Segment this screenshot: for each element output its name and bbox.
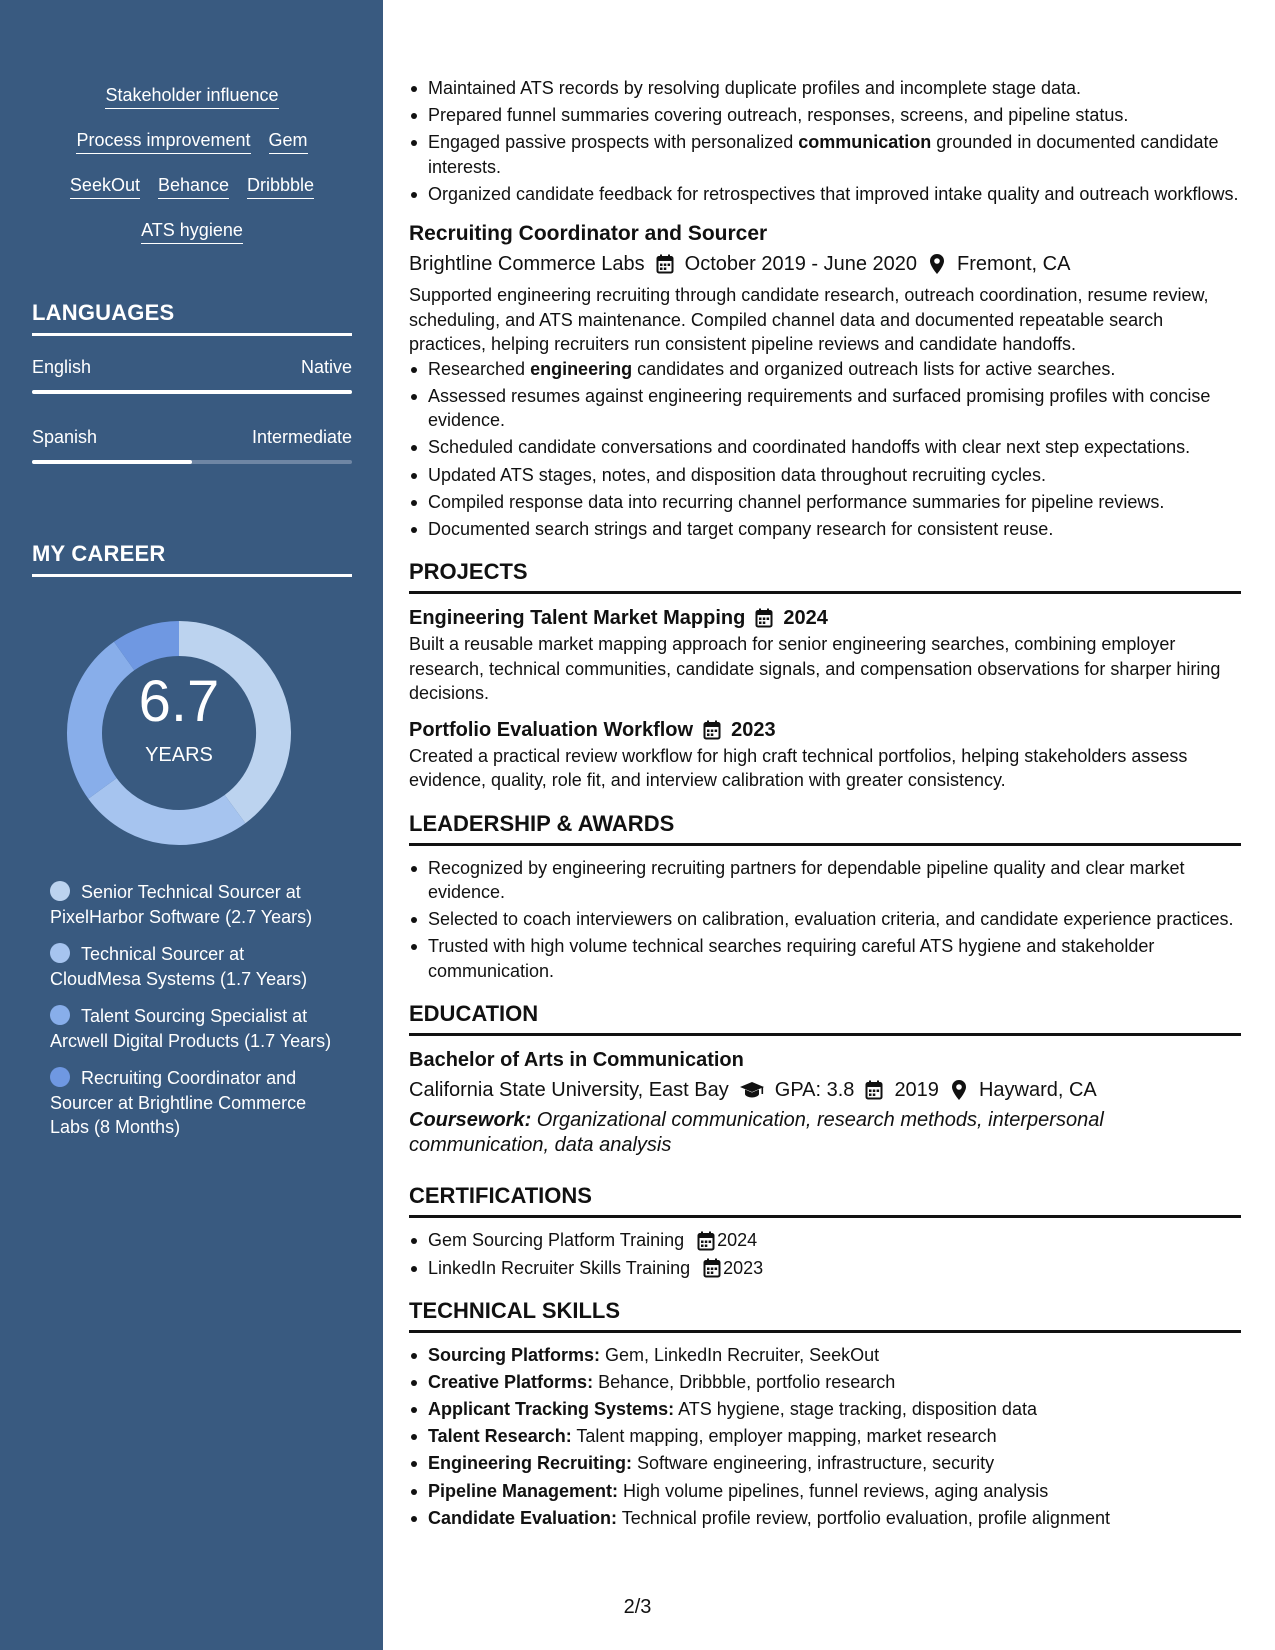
project-year: 2023 [731, 718, 776, 741]
language-proficiency-bar [32, 390, 352, 394]
project-title: Engineering Talent Market Mapping [409, 607, 746, 630]
sidebar [0, 0, 383, 1650]
language-item [32, 427, 352, 464]
awards-list [409, 856, 1241, 984]
calendar-icon [864, 1079, 884, 1101]
certification-name: Gem Sourcing Platform Training [428, 1230, 685, 1251]
career-years-unit: YEARS [145, 744, 213, 766]
career-item-text: Senior Technical Sourcer at PixelHarbor Software (2.7 Years) [50, 882, 313, 927]
bullet-text: Prepared funnel summaries covering outreach, responses, screens, and pipeline status. [428, 105, 1129, 126]
education-location: Hayward, CA [978, 1079, 1097, 1102]
map-pin-icon [949, 1079, 969, 1101]
skill-tag-row [32, 219, 352, 264]
technical-skill-item [409, 1343, 1241, 1368]
bullet-item [409, 103, 1241, 128]
skill-values: Gem, LinkedIn Recruiter, SeekOut [600, 1345, 880, 1366]
bullet-item [409, 130, 1241, 179]
project-title-row [409, 716, 1241, 744]
map-pin-icon [927, 253, 947, 275]
skill-category: Applicant Tracking Systems: [428, 1399, 675, 1420]
skill-tag-row [32, 174, 352, 219]
graduation-cap-icon [739, 1079, 765, 1101]
bullet-text: candidates and organized outreach lists for active searches. [632, 358, 1116, 379]
skill-category: Pipeline Management: [428, 1480, 619, 1501]
career-item-text: Recruiting Coordinator and Sourcer at Brightline Commerce Labs (8 Months) [50, 1068, 307, 1137]
main-content [409, 76, 1241, 1533]
award-item: Recognized by engineering recruiting partners for dependable pipeline quality and clear market evidence. [409, 856, 1241, 905]
job-meta [409, 249, 1241, 279]
skill-tag: Gem [269, 129, 308, 154]
certification-item [409, 1256, 1241, 1281]
project-title: Portfolio Evaluation Workflow [409, 718, 694, 741]
skill-tag: ATS hygiene [141, 219, 243, 244]
career-item [50, 880, 340, 929]
career-donut-chart [66, 620, 292, 846]
award-item: Selected to coach interviewers on calibration, evaluation criteria, and candidate experience practices. [409, 907, 1241, 932]
skill-category: Talent Research: [428, 1426, 572, 1447]
language-row [32, 357, 352, 378]
bullet-item [409, 357, 1241, 382]
career-item-text: Talent Sourcing Specialist at Arcwell Digital Products (1.7 Years) [50, 1006, 332, 1051]
skill-tag: Stakeholder influence [105, 84, 278, 109]
bullet-text: Documented search strings and target company research for consistent reuse. [428, 518, 1054, 539]
calendar-icon [703, 720, 721, 740]
bullet-text: Updated ATS stages, notes, and disposition data throughout recruiting cycles. [428, 464, 1047, 485]
language-name: Spanish [32, 427, 98, 447]
skill-tag-row [32, 84, 352, 129]
technical-skill-item [409, 1479, 1241, 1504]
bullet-text: Organized candidate feedback for retrospectives that improved intake quality and outreach workflows. [428, 183, 1239, 204]
page-number: 2/3 [623, 1596, 652, 1618]
career-list [50, 880, 340, 1153]
language-row [32, 427, 352, 448]
language-item [32, 357, 352, 394]
language-proficiency-fill [32, 390, 352, 394]
education-heading: EDUCATION [409, 999, 1241, 1036]
skill-values: Technical profile review, portfolio evaluation, profile alignment [617, 1507, 1110, 1528]
calendar-icon [655, 253, 675, 275]
award-item: Trusted with high volume technical searches requiring careful ATS hygiene and stakeholder communication. [409, 934, 1241, 983]
skill-values: Talent mapping, employer mapping, market research [571, 1426, 997, 1447]
certification-name: LinkedIn Recruiter Skills Training [428, 1257, 691, 1278]
language-level: Intermediate [251, 427, 352, 447]
certification-line [428, 1228, 1241, 1253]
technical-skill-item [409, 1370, 1241, 1395]
skill-category: Creative Platforms: [428, 1372, 594, 1393]
certifications-list [409, 1228, 1241, 1280]
job-dates: October 2019 - June 2020 [684, 253, 918, 276]
bold-keyword: communication [798, 132, 932, 153]
calendar-icon [703, 1258, 721, 1278]
skill-tag-row [32, 129, 352, 174]
skill-tags [32, 84, 352, 264]
skill-tag: Dribbble [247, 174, 314, 199]
bullet-text: Scheduled candidate conversations and coordinated handoffs with clear next step expectations. [428, 437, 1191, 458]
technical-skill-item [409, 1506, 1241, 1531]
language-proficiency-fill [32, 460, 192, 464]
bullet-item [409, 517, 1241, 542]
skill-tag: Process improvement [76, 129, 250, 154]
job-summary: Supported engineering recruiting through candidate research, outreach coordination, resume review, scheduling, and ATS maintenance. Compiled channel data and documented repeatable search practices, helping recruiters run consistent pipeline reviews and candidate handoffs. [409, 285, 1209, 355]
bullet-item [409, 384, 1241, 433]
calendar-icon [755, 608, 773, 628]
bullet-text: Compiled response data into recurring channel performance summaries for pipeline reviews. [428, 491, 1165, 512]
certification-item [409, 1228, 1241, 1253]
career-heading: MY CAREER [32, 541, 352, 577]
career-legend-dot [50, 943, 70, 963]
career-legend-dot [50, 881, 70, 901]
skill-category: Sourcing Platforms: [428, 1345, 601, 1366]
skill-category: Candidate Evaluation: [428, 1507, 618, 1528]
skill-category: Engineering Recruiting: [428, 1453, 633, 1474]
bullet-text: Assessed resumes against engineering requirements and surfaced promising profiles with concise evidence. [428, 385, 1211, 431]
project-item [409, 604, 1241, 706]
school-name: California State University, East Bay [409, 1079, 729, 1102]
previous-job-bullets [409, 76, 1241, 206]
career-item [50, 1004, 340, 1053]
languages-heading: LANGUAGES [32, 300, 352, 336]
language-level: Native [300, 357, 352, 377]
skill-tag: SeekOut [70, 174, 140, 199]
language-proficiency-bar [32, 460, 352, 464]
bullet-text: Researched [428, 358, 531, 379]
career-legend-dot [50, 1005, 70, 1025]
technical-skill-item [409, 1451, 1241, 1476]
project-description: Built a reusable market mapping approach for senior engineering searches, combining employer research, technical communities, candidate signals, and compensation observations for sharper hiring decisions. [409, 634, 1221, 704]
language-name: English [32, 357, 92, 377]
technical-skill-item [409, 1397, 1241, 1422]
project-item [409, 716, 1241, 793]
coursework [409, 1108, 1241, 1157]
coursework-label: Coursework: [409, 1109, 532, 1132]
coursework-text: Organizational communication, research methods, interpersonal communication, data analysis [409, 1109, 1104, 1156]
skill-tag: Behance [158, 174, 229, 199]
job-title: Recruiting Coordinator and Sourcer [409, 222, 768, 246]
certification-year: 2023 [723, 1257, 764, 1278]
certification-line [428, 1256, 1241, 1281]
career-legend-dot [50, 1067, 70, 1087]
skill-values: Behance, Dribbble, portfolio research [593, 1372, 896, 1393]
bullet-item [409, 182, 1241, 207]
awards-heading: LEADERSHIP & AWARDS [409, 809, 1241, 846]
job-location: Fremont, CA [957, 253, 1071, 276]
bullet-item [409, 76, 1241, 101]
technical-skills-heading: TECHNICAL SKILLS [409, 1296, 1241, 1333]
project-year: 2024 [783, 607, 828, 630]
company-name: Brightline Commerce Labs [409, 253, 645, 276]
certifications-heading: CERTIFICATIONS [409, 1181, 1241, 1218]
gpa: GPA: 3.8 [774, 1079, 855, 1102]
career-years-value: 6.7 [138, 669, 220, 734]
calendar-icon [697, 1231, 715, 1251]
career-item-text: Technical Sourcer at CloudMesa Systems (1.7 Years) [50, 944, 308, 989]
skill-values: High volume pipelines, funnel reviews, aging analysis [618, 1480, 1049, 1501]
bullet-text: Maintained ATS records by resolving duplicate profiles and incomplete stage data. [428, 78, 1082, 98]
career-item [50, 1066, 340, 1140]
job-bullets [409, 357, 1241, 541]
certification-year: 2024 [717, 1230, 758, 1251]
projects-list [409, 604, 1241, 793]
project-description: Created a practical review workflow for high craft technical portfolios, helping stakeholders assess evidence, quality, role fit, and interview calibration with greater consistency. [409, 745, 1188, 791]
projects-heading: PROJECTS [409, 557, 1241, 594]
project-title-row [409, 604, 1241, 632]
bullet-item [409, 490, 1241, 515]
bullet-item [409, 435, 1241, 460]
education-meta [409, 1075, 1241, 1105]
career-item [50, 942, 340, 991]
skill-values: ATS hygiene, stage tracking, disposition data [674, 1399, 1037, 1420]
technical-skills-list [409, 1343, 1241, 1530]
bold-keyword: engineering [530, 358, 633, 379]
bullet-text: Engaged passive prospects with personalized [428, 132, 799, 153]
graduation-year: 2019 [894, 1079, 939, 1102]
degree-title: Bachelor of Arts in Communication [409, 1049, 744, 1072]
technical-skill-item [409, 1424, 1241, 1449]
skill-values: Software engineering, infrastructure, security [632, 1453, 995, 1474]
bullet-item [409, 463, 1241, 488]
bullet-text: grounded in documented candidate interests. [428, 132, 1219, 177]
